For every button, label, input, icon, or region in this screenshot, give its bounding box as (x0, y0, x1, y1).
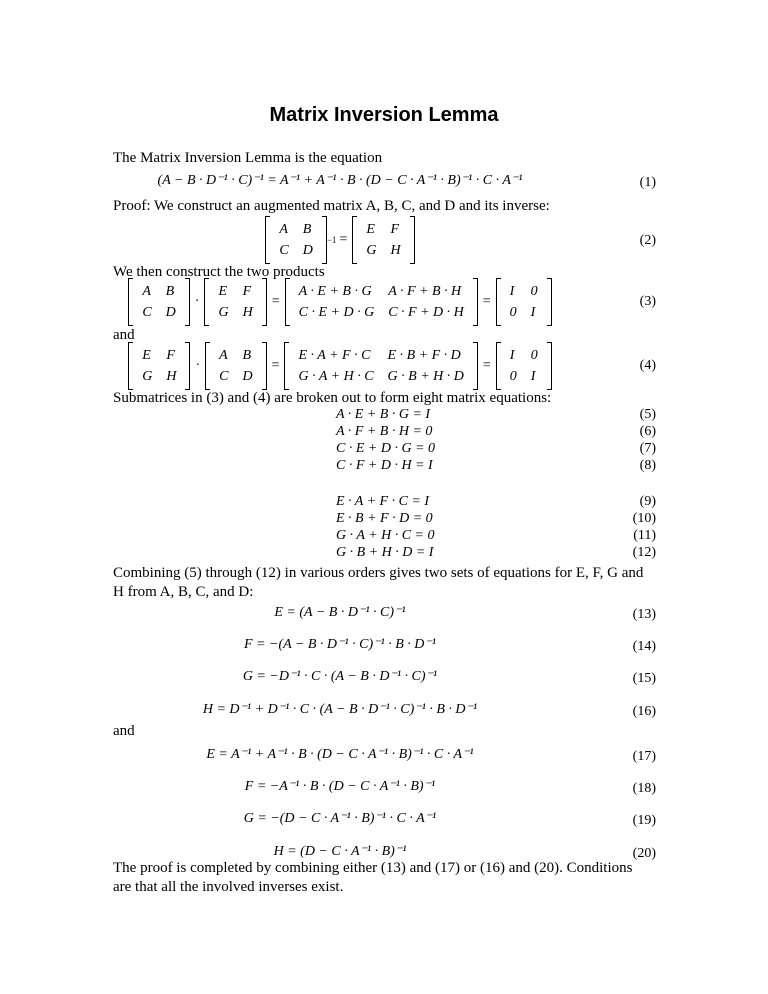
equation-number-20: (20) (632, 846, 656, 861)
equation-number-1: (1) (639, 175, 656, 190)
conclusion-text-1: The proof is completed by combining either (13) and (17) or (16) and (20). Conditions (113, 860, 633, 876)
conclusion-text-2: are that all the involved inverses exist. (113, 879, 344, 895)
equation-number-18: (18) (632, 781, 656, 796)
submatrices-text: Submatrices in (3) and (4) are broken out to form eight matrix equations: (113, 390, 552, 406)
equation-number-3: (3) (639, 294, 656, 309)
equation-4: E F G H · A B C D = E · A + F · C E · B + F · D G · A + H · C G · B + H · D = I 0 0 I (0, 342, 680, 390)
equation-number-8: (8) (639, 458, 656, 473)
equation-10: E · B + F · D = 0 (336, 511, 433, 526)
equation-number-2: (2) (639, 233, 656, 248)
page-title: Matrix Inversion Lemma (269, 104, 499, 126)
equation-18: F = −A⁻¹ · B · (D − C · A⁻¹ · B)⁻¹ (244, 779, 436, 794)
equation-12: G · B + H · D = I (336, 545, 434, 560)
equation-19: G = −(D − C · A⁻¹ · B)⁻¹ · C · A⁻¹ (243, 811, 437, 826)
and-text-1: and (113, 327, 135, 343)
equation-number-4: (4) (639, 358, 656, 373)
equation-number-16: (16) (632, 704, 656, 719)
combining-text-2: H from A, B, C, and D: (113, 584, 254, 600)
equation-16: H = D⁻¹ + D⁻¹ · C · (A − B · D⁻¹ · C)⁻¹ · B · D⁻¹ (202, 702, 478, 717)
equation-8: C · F + D · H = I (336, 458, 433, 473)
equation-number-14: (14) (632, 639, 656, 654)
equation-11: G · A + H · C = 0 (336, 528, 435, 543)
combining-text-1: Combining (5) through (12) in various orders gives two sets of equations for E, F, G and (113, 565, 644, 581)
equation-9: E · A + F · C = I (336, 494, 430, 509)
equation-5: A · E + B · G = I (336, 407, 431, 422)
equation-number-13: (13) (632, 607, 656, 622)
equation-15: G = −D⁻¹ · C · (A − B · D⁻¹ · C)⁻¹ (242, 669, 438, 684)
equation-number-6: (6) (639, 424, 656, 439)
equation-number-9: (9) (639, 494, 656, 509)
equation-1: (A − B · D⁻¹ · C)⁻¹ = A⁻¹ + A⁻¹ · B · (D − C · A⁻¹ · B)⁻¹ · C · A⁻¹ (157, 173, 523, 188)
equation-number-5: (5) (639, 407, 656, 422)
equation-3: A B C D · E F G H = A · E + B · G A · F + B · H C · E + D · G C · F + D · H = I 0 0 I (0, 278, 680, 326)
equation-number-19: (19) (632, 813, 656, 828)
matrix-efgh: E F G H (352, 216, 414, 264)
matrix-abcd: A B C D (265, 216, 326, 264)
equation-6: A · F + B · H = 0 (336, 424, 433, 439)
equation-20: H = (D − C · A⁻¹ · B)⁻¹ (273, 844, 407, 859)
equation-number-15: (15) (632, 671, 656, 686)
equation-13: E = (A − B · D⁻¹ · C)⁻¹ (274, 605, 406, 620)
equation-number-11: (11) (633, 528, 656, 543)
intro-text: The Matrix Inversion Lemma is the equation (113, 150, 383, 166)
equation-number-10: (10) (632, 511, 656, 526)
equation-number-17: (17) (632, 749, 656, 764)
products-text: We then construct the two products (113, 264, 325, 280)
equation-14: F = −(A − B · D⁻¹ · C)⁻¹ · B · D⁻¹ (244, 637, 436, 652)
equation-7: C · E + D · G = 0 (336, 441, 436, 456)
proof-text: Proof: We construct an augmented matrix A, B, C, and D and its inverse: (113, 198, 550, 214)
equation-number-12: (12) (632, 545, 656, 560)
equation-2: A B C D −1 = E F G H (0, 216, 680, 264)
equation-number-7: (7) (639, 441, 656, 456)
and-text-2: and (113, 723, 135, 739)
equation-17: E = A⁻¹ + A⁻¹ · B · (D − C · A⁻¹ · B)⁻¹ · C · A⁻¹ (206, 747, 474, 762)
